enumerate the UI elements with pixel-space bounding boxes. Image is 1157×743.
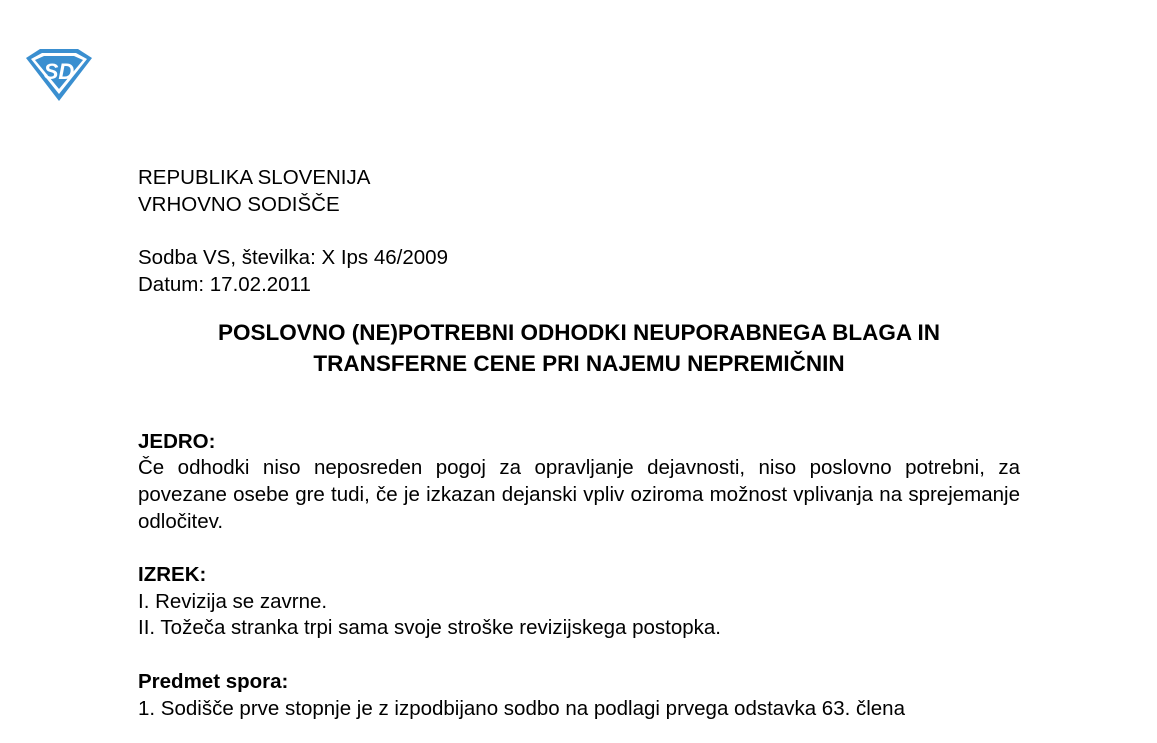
title-line-1: POSLOVNO (NE)POTREBNI ODHODKI NEUPORABNEGA BLAGA IN [217,319,941,345]
izrek-item-2: II. Tožeča stranka trpi sama svoje stroške revizijskega postopka. [138,616,721,640]
logo-text: SD [43,59,75,84]
izrek-heading: IZREK: [138,563,207,586]
court-name: VRHOVNO SODIŠČE [138,192,340,216]
document-body [138,165,1020,722]
jedro-heading: JEDRO: [138,429,216,453]
document-title [138,317,1020,379]
jedro-text: Če odhodki niso neposreden pogoj za opravljanje dejavnosti, niso poslovno potrebni, za povezane osebe gre tudi, če je izkazan dejanski vpliv oziroma možnost vplivanja na sprejemanje odločitev. [138,456,1020,533]
title-line-2: TRANSFERNE CENE PRI NAJEMU NEPREMIČNIN [313,350,845,376]
predmet-heading: Predmet spora: [138,669,289,693]
sd-logo-icon [22,46,96,104]
izrek-item-1: I. Revizija se zavrne. [138,589,328,613]
case-number: Sodba VS, številka: X Ips 46/2009 [138,246,448,270]
case-date: Datum: 17.02.2011 [138,272,311,296]
country-name: REPUBLIKA SLOVENIJA [138,166,371,189]
predmet-text: 1. Sodišče prve stopnje je z izpodbijano sodbo na podlagi prvega odstavka 63. člena [138,696,905,720]
